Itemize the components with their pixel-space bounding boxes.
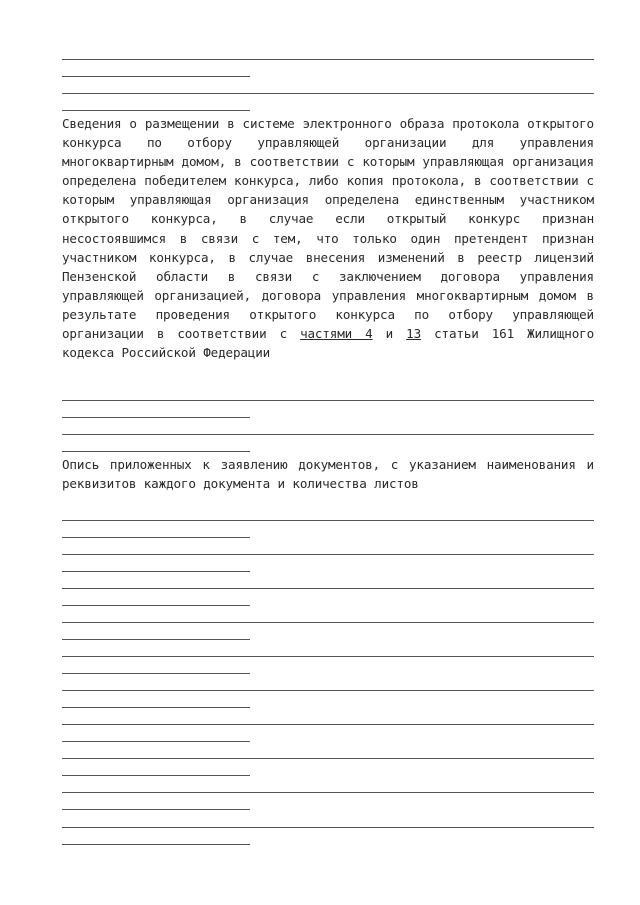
attachment-line-short: [62, 571, 250, 572]
attachment-line: [62, 520, 594, 521]
attachment-line-short: [62, 673, 250, 674]
info-text-and: и: [372, 326, 407, 342]
blank-line-short: [62, 76, 250, 77]
attachment-line: [62, 724, 594, 725]
attachment-line-short: [62, 639, 250, 640]
attachment-line-short: [62, 844, 250, 845]
attachment-line: [62, 622, 594, 623]
attachment-line-short: [62, 809, 250, 810]
attachment-line: [62, 588, 594, 589]
attachment-line: [62, 792, 594, 793]
attachment-line: [62, 554, 594, 555]
info-text: Сведения о размещении в системе электронного образа протокола открытого конкурса по отбору управляющей организации для управления многоквартирным домом, в соответствии с которым управляющая организация определена победителем конкурса, либо копия протокола, в соответствии с которым управляющая организация определена единственным участником открытого конкурса, в случае если открытый конкурс признан несостоявшимся в связи с тем, что только один претендент признан участником конкурса, в случае внесения изменений в реестр лицензий Пензенской области в связи с заключением договора управления управляющей организацией, договора управления многоквартирным домом в результате проведения открытого конкурса по отбору управляющей организации в соответствии с: [62, 116, 594, 342]
attachment-line: [62, 656, 594, 657]
blank-line: [62, 59, 594, 60]
blank-line: [62, 400, 594, 401]
attachment-line-short: [62, 537, 250, 538]
attachment-line: [62, 758, 594, 759]
info-text-end: статьи 161 Жилищного кодекса Российской Федерации: [62, 326, 595, 361]
blank-line-short: [62, 110, 250, 111]
link-parts-4[interactable]: частями 4: [300, 326, 373, 342]
attachment-line-short: [62, 775, 250, 776]
attachment-line-short: [62, 707, 250, 708]
blank-line: [62, 93, 594, 94]
attachment-line-short: [62, 605, 250, 606]
info-paragraph: [62, 114, 594, 362]
attachment-line: [62, 827, 594, 828]
blank-line-short: [62, 417, 250, 418]
blank-line: [62, 434, 594, 435]
attachment-line-short: [62, 741, 250, 742]
blank-line-short: [62, 451, 250, 452]
attachments-paragraph: Опись приложенных к заявлению документов, с указанием наименования и реквизитов каждого документа и количества листов: [62, 457, 594, 492]
link-13[interactable]: 13: [406, 326, 422, 342]
attachment-line: [62, 690, 594, 691]
